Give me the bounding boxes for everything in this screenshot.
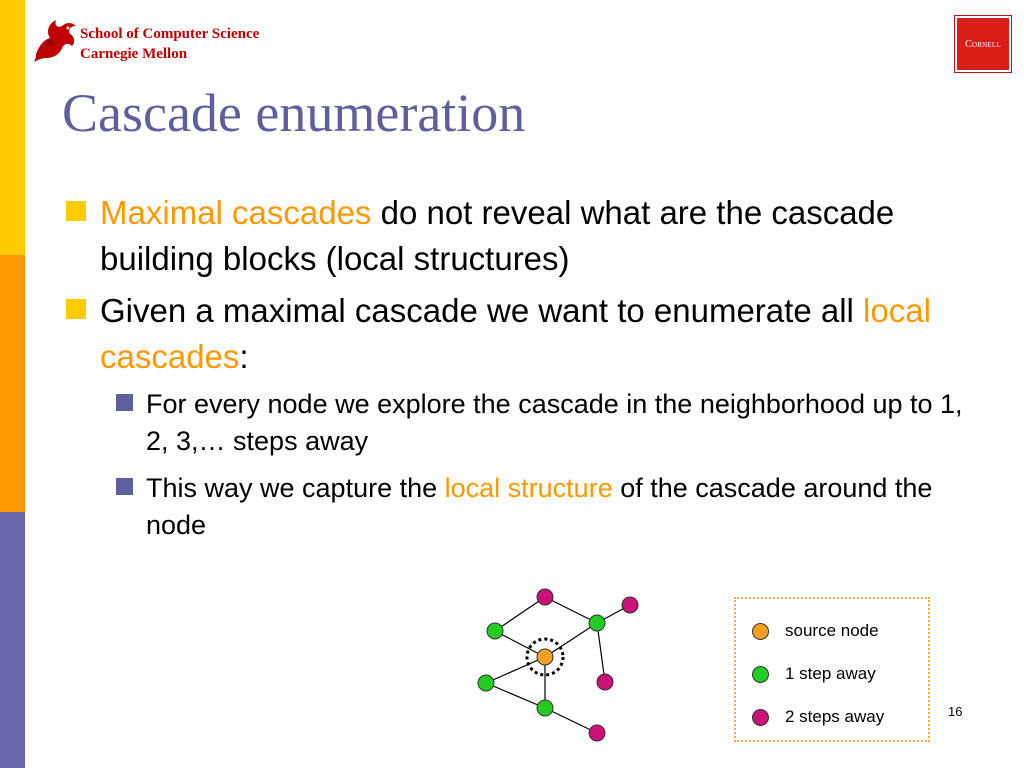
sub-bullet-capture	[108, 470, 982, 544]
node-one-step	[537, 700, 553, 716]
bullet1-highlight: Maximal cascades	[100, 194, 372, 231]
node-one-step	[487, 623, 503, 639]
cornell-logo	[955, 16, 1011, 72]
legend-one-step-label: 1 step away	[785, 664, 876, 683]
one-step-node-dot-icon	[752, 666, 769, 683]
bullet1-text: do not reveal what are the cascade building blocks (local structures)	[100, 194, 895, 277]
edge	[495, 597, 545, 631]
legend-row-source	[752, 621, 879, 641]
two-step-node-dot-icon	[752, 709, 769, 726]
cornell-logo-text: Cornell	[965, 38, 1001, 50]
sub-bullet-explore	[108, 386, 982, 460]
legend-two-steps-label: 2 steps away	[785, 707, 885, 726]
bullet2-highlight: local cascades	[100, 292, 931, 375]
bullet-list	[62, 190, 982, 554]
source-node-dot-icon	[752, 623, 769, 640]
sub2-post: of the cascade around the node	[146, 473, 933, 540]
bullet-square-icon	[66, 299, 86, 319]
bullet-maximal-cascades	[62, 190, 982, 282]
node-legend	[734, 597, 930, 742]
sub-bullet-list	[62, 386, 982, 544]
bullet2-post: :	[239, 338, 249, 375]
slide-title: Cascade enumeration	[62, 83, 526, 143]
left-stripe-yellow	[0, 0, 25, 255]
page-number: 16	[948, 704, 963, 719]
legend-row-two-steps	[752, 707, 884, 727]
node-two-step	[589, 725, 605, 741]
edge	[545, 708, 597, 733]
left-stripe-orange	[0, 255, 25, 512]
sub1-text: For every node we explore the cascade in the neighborhood up to 1, 2, 3,… steps away	[146, 389, 963, 456]
sub2-highlight: local structure	[444, 473, 613, 503]
bullet-enumerate-local	[62, 288, 982, 544]
cmu-dragon-logo-icon	[30, 14, 80, 64]
org-line-1: School of Computer Science	[80, 26, 260, 42]
edge	[545, 597, 597, 623]
node-source	[537, 649, 553, 665]
edge	[486, 683, 545, 708]
edge	[597, 623, 605, 682]
node-one-step	[589, 615, 605, 631]
legend-source-label: source node	[785, 621, 879, 640]
sub-bullet-square-icon	[116, 478, 133, 495]
legend-row-one-step	[752, 664, 876, 684]
cmu-org-name	[80, 24, 259, 64]
bullet2-pre: Given a maximal cascade we want to enumerate all	[100, 292, 864, 329]
node-two-step	[537, 589, 553, 605]
graph-edges	[486, 597, 630, 733]
bullet-square-icon	[66, 201, 86, 221]
sub2-pre: This way we capture the	[146, 473, 445, 503]
org-line-2: Carnegie Mellon	[80, 46, 188, 62]
sub-bullet-square-icon	[116, 394, 133, 411]
edge	[486, 657, 545, 683]
node-one-step	[478, 675, 494, 691]
cascade-graph-diagram	[460, 580, 660, 760]
node-two-step	[622, 597, 638, 613]
left-stripe-purple	[0, 512, 25, 768]
node-two-step	[597, 674, 613, 690]
